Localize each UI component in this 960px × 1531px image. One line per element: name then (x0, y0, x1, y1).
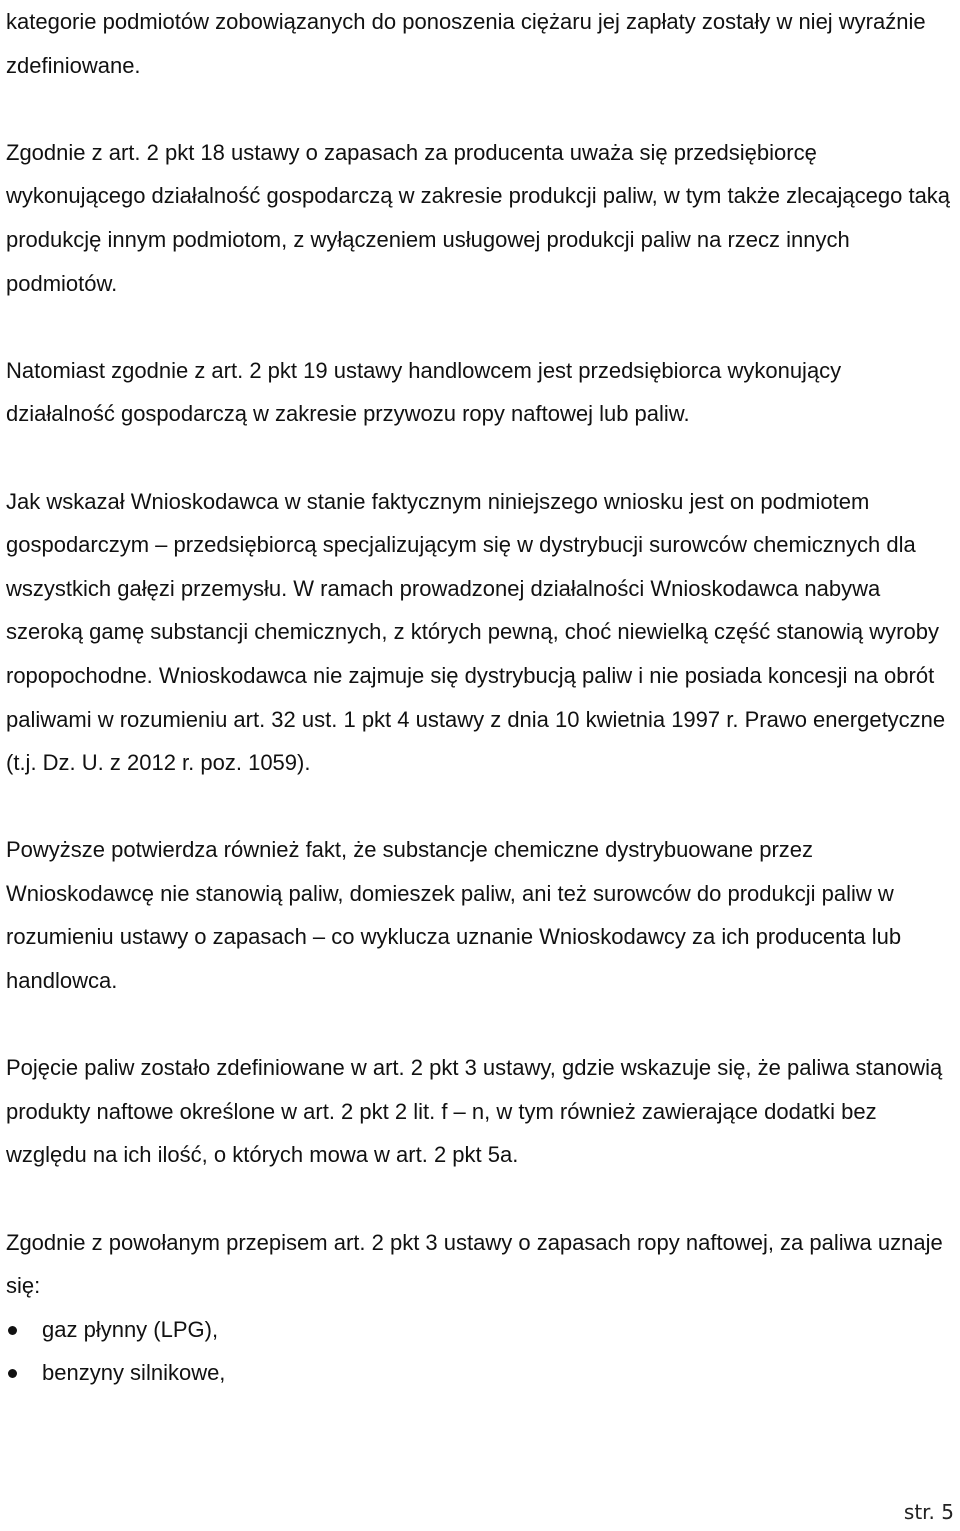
paragraph-gap (6, 436, 956, 480)
document-page (6, 0, 956, 1395)
paragraph-gap (6, 1177, 956, 1221)
paragraph-fuel-definition: Pojęcie paliw zostało zdefiniowane w art. 2 pkt 3 ustawy, gdzie wskazuje się, że paliwa stanowią produkty naftowe określone w art. 2 pkt 2 lit. f – n, w tym również zawierające dodatki bez względu na ich ilość, o których mowa w art. 2 pkt 5a. (6, 1055, 943, 1168)
paragraph-producer-definition: Zgodnie z art. 2 pkt 18 ustawy o zapasach za producenta uważa się przedsiębiorcę wykonującego działalność gospodarczą w zakresie produkcji paliw, w tym także zlecającego taką produkcję innym podmiotom, z wyłączeniem usługowej produkcji paliw na rzecz innych podmiotów. (6, 139, 951, 296)
paragraph-confirmation: Powyższe potwierdza również fakt, że substancje chemiczne dystrybuowane przez Wnioskodawcę nie stanowią paliw, domieszek paliw, ani też surowców do produkcji paliw w rozumieniu ustawy o zapasach – co wyklucza uznanie Wnioskodawcy za ich producenta lub handlowca. (6, 837, 902, 994)
paragraph-gap (6, 785, 956, 829)
paragraph-fuel-list-intro: Zgodnie z powołanym przepisem art. 2 pkt 3 ustawy o zapasach ropy naftowej, za paliwa uznaje się: (6, 1229, 943, 1299)
paragraph-gap (6, 305, 956, 349)
list-item-text: benzyny silnikowe, (42, 1360, 226, 1386)
paragraph-applicant-description: Jak wskazał Wnioskodawca w stanie faktycznym niniejszego wniosku jest on podmiotem gospodarczym – przedsiębiorcą specjalizującym się w dystrybucji surowców chemicznych dla wszystkich gałęzi przemysłu. W ramach prowadzonej działalności Wnioskodawca nabywa szeroką gamę substancji chemicznych, z których pewną, choć niewielką część stanowią wyroby ropopochodne. Wnioskodawca nie zajmuje się dystrybucją paliw i nie posiada koncesji na obrót paliwami w rozumieniu art. 32 ust. 1 pkt 4 ustawy z dnia 10 kwietnia 1997 r. Prawo energetyczne (t.j. Dz. U. z 2012 r. poz. 1059). (6, 488, 946, 776)
bullet-icon (8, 1369, 17, 1378)
fuel-list (6, 1308, 956, 1395)
list-item (6, 1351, 956, 1395)
list-item (6, 1308, 956, 1352)
paragraph-trader-definition: Natomiast zgodnie z art. 2 pkt 19 ustawy handlowcem jest przedsiębiorca wykonujący działalność gospodarczą w zakresie przywozu ropy naftowej lub paliw. (6, 357, 842, 427)
paragraph-intro: kategorie podmiotów zobowiązanych do ponoszenia ciężaru jej zapłaty zostały w niej wyraźnie zdefiniowane. (6, 9, 926, 78)
paragraph-gap (6, 87, 956, 131)
bullet-icon (8, 1326, 17, 1335)
paragraph-gap (6, 1003, 956, 1047)
list-item-text: gaz płynny (LPG), (42, 1316, 219, 1342)
page-number: str. 5 (903, 1500, 954, 1524)
